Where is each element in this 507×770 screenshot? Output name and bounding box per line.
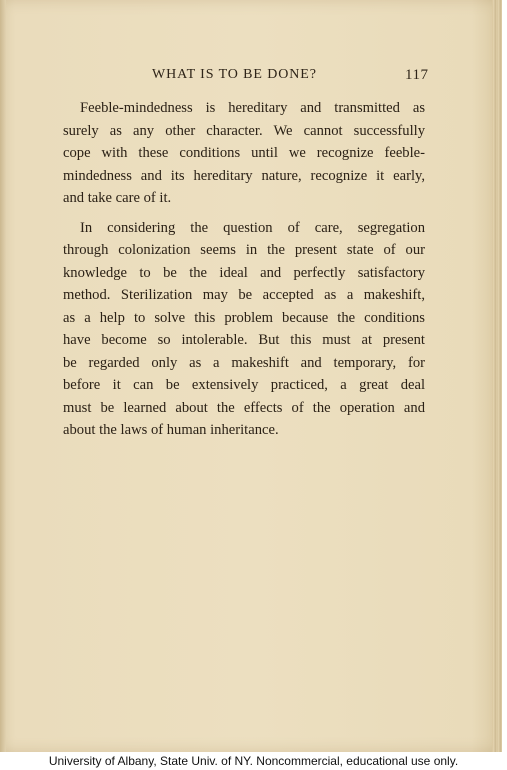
page-fore-edge <box>492 0 502 752</box>
page-gutter-edge <box>0 0 6 752</box>
text-line: as a help to solve this problem because the conditions <box>63 309 425 326</box>
text-line: about the laws of human inheritance. <box>63 422 279 438</box>
text-line: knowledge to be the ideal and perfectly satisfactory <box>63 264 425 281</box>
text-line: have become so intolerable. But this must at present <box>63 332 425 348</box>
text-line: cope with these conditions until we recognize feeble- <box>63 145 425 161</box>
text-line: In considering the question of care, segregation <box>80 219 425 236</box>
text-line: surely as any other character. We cannot successfully <box>63 122 425 139</box>
text-line: before it can be extensively practiced, a great deal <box>63 377 425 393</box>
text-line: be regarded only as a makeshift and temporary, for <box>63 354 425 371</box>
paragraph-2 <box>63 217 425 442</box>
text-line: mindedness and its hereditary nature, recognize it early, <box>63 167 425 184</box>
paragraph-1 <box>63 97 425 210</box>
text-line: and take care of it. <box>63 190 172 206</box>
page-number: 117 <box>405 67 429 83</box>
text-line: Feeble-mindedness is hereditary and transmitted as <box>80 100 425 116</box>
running-title: WHAT IS TO BE DONE? <box>152 67 317 82</box>
archive-credit: University of Albany, State Univ. of NY. Noncommercial, educational use only. <box>0 752 507 770</box>
paragraph-gap <box>63 210 425 217</box>
page-header <box>0 67 502 91</box>
body-text <box>63 97 425 442</box>
text-line: through colonization seems in the present state of our <box>63 242 425 258</box>
text-line: method. Sterilization may be accepted as a makeshift, <box>63 287 425 303</box>
text-line: must be learned about the effects of the operation and <box>63 399 425 416</box>
